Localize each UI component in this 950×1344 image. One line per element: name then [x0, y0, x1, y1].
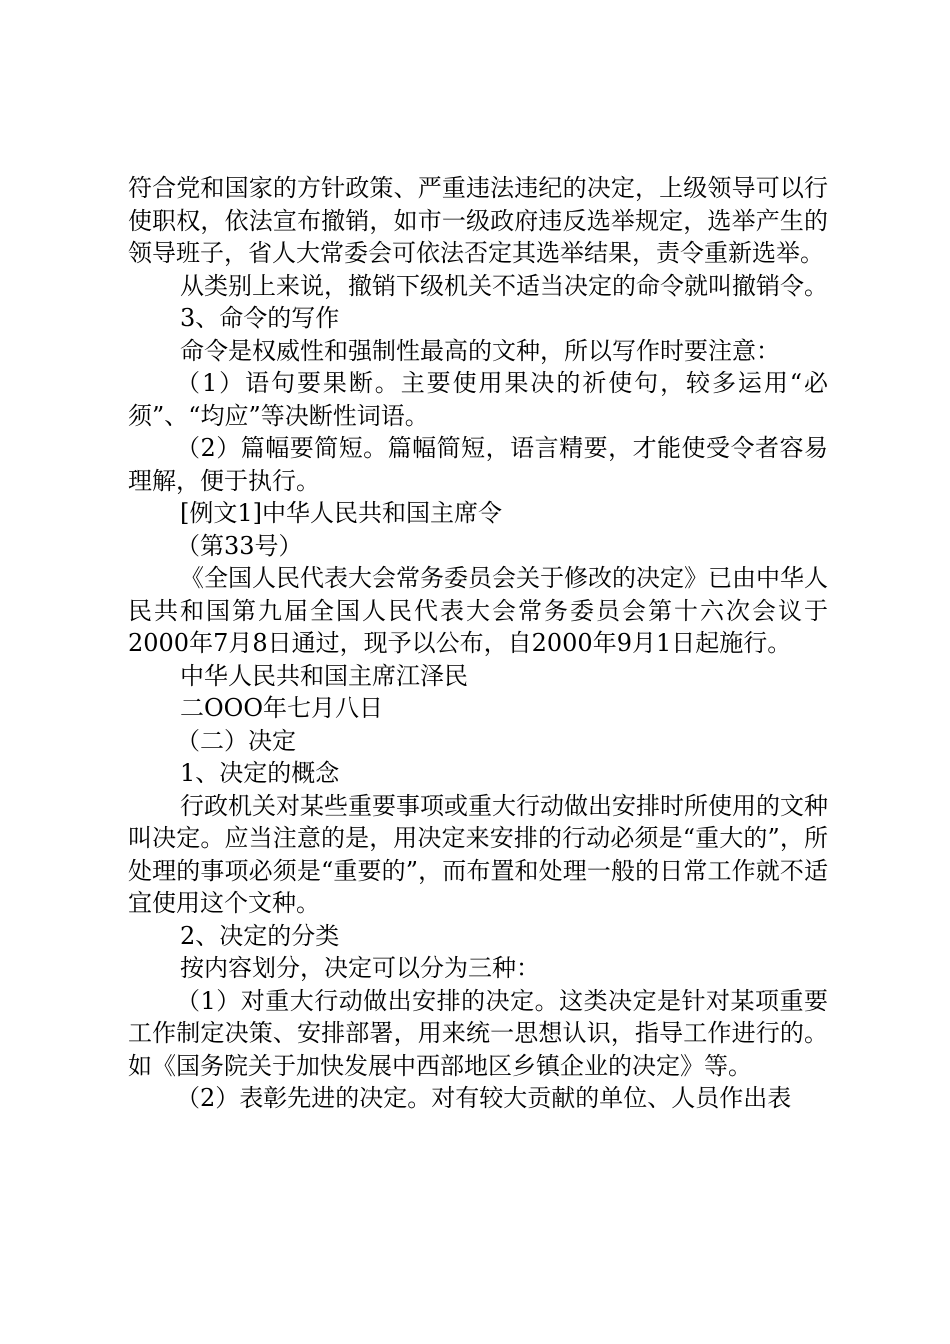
date-line: 二OOO年七月八日 [180, 694, 384, 722]
list-item: （1）对重大行动做出安排的决定。这类决定是针对某项重要工作制定决策、安排部署，用来统一思想认识，指导工作进行的。如《国务院关于加快发展中西部地区乡镇企业的决定》等。 [128, 986, 828, 1080]
example-title: [例文1]中华人民共和国主席令 [180, 499, 502, 527]
paragraph: 命令是权威性和强制性最高的文种，所以写作时要注意： [180, 336, 780, 365]
list-item: （2）篇幅要简短。篇幅简短，语言精要，才能使受令者容易理解，便于执行。 [128, 434, 828, 495]
list-item: （2）表彰先进的决定。对有较大贡献的单位、人员作出表 [176, 1084, 792, 1112]
paragraph: 从类别上来说，撤销下级机关不适当决定的命令就叫撤销令。 [180, 271, 828, 300]
signature: 中华人民共和国主席江泽民 [180, 661, 468, 690]
section-heading: （二）决定 [176, 726, 296, 755]
paragraph: 按内容划分，决定可以分为三种： [180, 954, 540, 982]
section-heading: 2、决定的分类 [180, 921, 340, 950]
list-item: （1）语句要果断。主要使用果决的祈使句，较多运用“必须”、“均应”等决断性词语。 [128, 369, 828, 430]
paragraph: 行政机关对某些重要事项或重大行动做出安排时所使用的文种叫决定。应当注意的是，用决定来安排的行动必须是“重大的”，所处理的事项必须是“重要的”，而布置和处理一般的日常工作就不适宜使用这个文种。 [128, 791, 828, 917]
section-heading: 3、命令的写作 [180, 304, 340, 332]
section-heading: 1、决定的概念 [180, 759, 340, 787]
document-body [128, 172, 828, 1115]
paragraph: 符合党和国家的方针政策、严重违法违纪的决定，上级领导可以行使职权，依法宣布撤销，如市一级政府违反选举规定，选举产生的领导班子，省人大常委会可依法否定其选举结果，责令重新选举。 [128, 174, 828, 267]
paragraph: 《全国人民代表大会常务委员会关于修改的决定》已由中华人民共和国第九届全国人民代表大会常务委员会第十六次会议于2000年7月8日通过，现予以公布，自2000年9月1日起施行。 [128, 564, 828, 657]
order-number: （第33号） [176, 531, 303, 560]
